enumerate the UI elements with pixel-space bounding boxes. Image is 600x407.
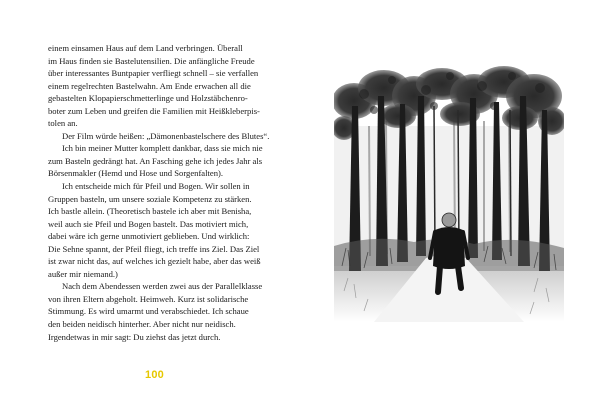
text-line: Irgendetwas in mir sagt: Du ziehst das jetzt durch.	[48, 331, 221, 342]
text-line: gebastelten Klopapierschmetterlinge und Holzstäbchenro-	[48, 93, 248, 104]
text-line: von ihren Eltern abgeholt. Heimweh. Kurz ist solidarische	[48, 293, 249, 304]
text-line: tolen an.	[48, 118, 78, 129]
text-line: einem regelrechten Bastelwahn. Am Ende erwachen all die	[48, 80, 251, 91]
text-line: Gruppen basteln, um unsere soziale Kompetenz zu stärken.	[48, 193, 252, 204]
body-text	[48, 42, 272, 343]
text-line: Die Sehne spannt, der Pfeil fliegt, ich treffe ins Ziel. Das Ziel	[48, 243, 260, 254]
text-line: Börsenmakler (Hemd und Hose und Sorgenfalten).	[48, 168, 224, 179]
text-line: über interessantes Buntpapier verfliegt schnell – sie verfallen	[48, 68, 259, 79]
text-line: ist zwar nicht das, auf welches ich gezielt habe, aber das weiß	[48, 256, 261, 267]
text-line: einem einsamen Haus auf dem Land verbringen. Überall	[48, 43, 243, 53]
text-line: boter zum Leben und greifen die Familien mit Heißkleberpis-	[48, 105, 260, 116]
forest-walker-illustration	[334, 66, 564, 322]
text-line: außer mir niemand.)	[48, 268, 118, 279]
text-line: Stimmung. Es wird umarmt und verabschiedet. Ich schaue	[48, 306, 249, 317]
text-line: Ich bin meiner Mutter komplett dankbar, dass sie mich nie	[62, 143, 263, 154]
text-line: den beiden neidisch hinterher. Aber nicht nur neidisch.	[48, 319, 236, 330]
text-line: Der Film würde heißen: „Dämonenbastelschere des Blutes“.	[62, 130, 270, 141]
text-line: weil auch sie Pfeil und Bogen bastelt. Das motiviert mich,	[48, 218, 249, 229]
text-line: dabei wäre ich gerne unmotiviert geblieben. Und wirklich:	[48, 231, 250, 242]
text-line: im Haus finden sie Bastelutensilien. Die anfängliche Freude	[48, 55, 255, 66]
text-line: zum Basteln gedrängt hat. An Fasching gehe ich jedes Jahr als	[48, 155, 263, 166]
text-line: Nach dem Abendessen werden zwei aus der Parallelklasse	[62, 281, 263, 292]
page-number: 100	[145, 369, 164, 381]
text-line: Ich entscheide mich für Pfeil und Bogen. Wir sollen in	[62, 181, 250, 192]
text-line: Ich bastle allein. (Theoretisch bastele ich aber mit Benisha,	[48, 206, 252, 217]
